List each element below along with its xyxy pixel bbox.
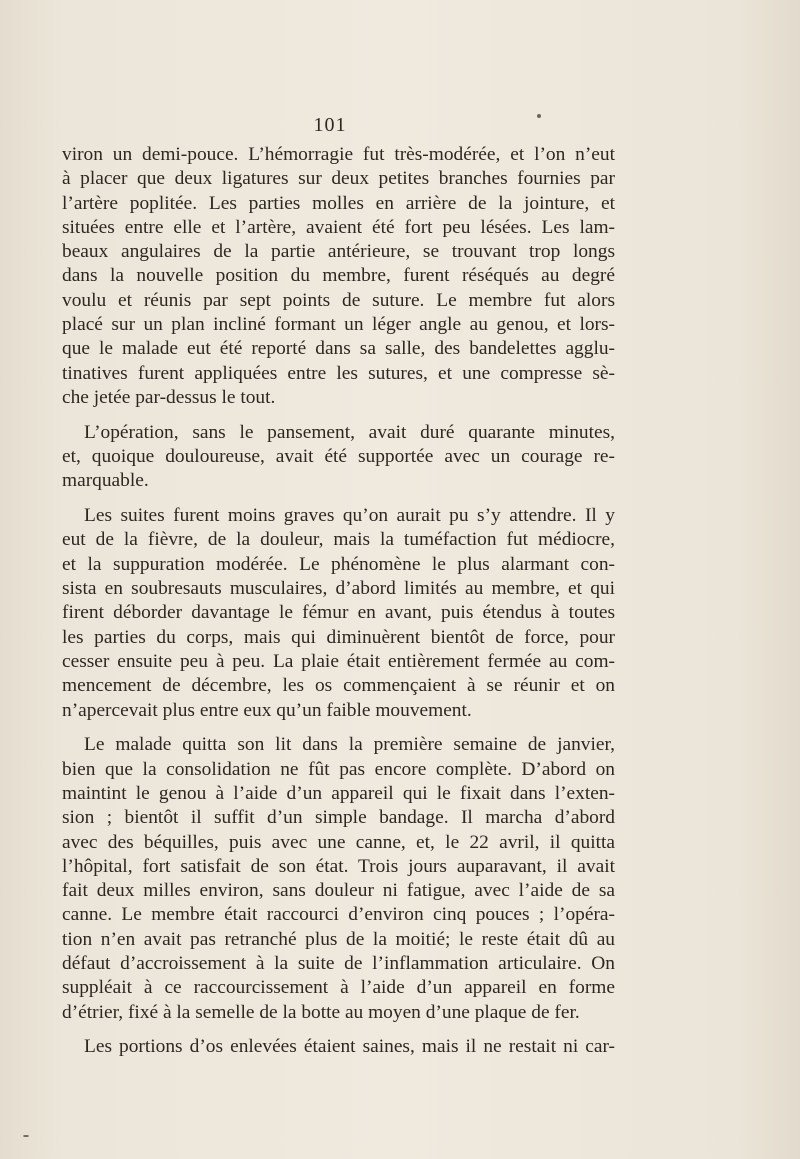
text-line: n’apercevait plus entre eux qu’un faible mouvement.: [62, 699, 472, 721]
text-line: suppléait à ce raccourcissement à l’aide d’un appareil en forme: [62, 977, 615, 999]
text-line: que le malade eut été reporté dans sa salle, des bandelettes agglu-: [62, 338, 615, 360]
text-line: fait deux milles environ, sans douleur ni fatigue, avec l’aide de sa: [62, 880, 615, 902]
text-line: firent déborder davantage le fémur en avant, puis étendus à toutes: [62, 602, 615, 624]
text-line: situées entre elle et l’artère, avaient été fort peu lésées. Les lam-: [62, 216, 615, 238]
text-line: voulu et réunis par sept points de suture. Le membre fut alors: [62, 289, 615, 311]
text-line: L’opération, sans le pansement, avait duré quarante minutes,: [84, 421, 615, 443]
text-line: tinatives furent appliquées entre les sutures, et une compresse sè-: [62, 362, 615, 384]
ink-speck: [23, 1135, 29, 1137]
paragraph: [62, 143, 615, 410]
text-line: sista en soubresauts musculaires, d’abord limités au membre, et qui: [62, 578, 615, 600]
text-line: marquable.: [62, 470, 149, 492]
text-line: Les portions d’os enlevées étaient saines, mais il ne restait ni car-: [84, 1036, 615, 1058]
text-line: dans la nouvelle position du membre, furent réséqués au degré: [62, 265, 615, 287]
text-line: avec des béquilles, puis avec une canne, et, le 22 avril, il quitta: [62, 831, 615, 853]
text-line: à placer que deux ligatures sur deux petites branches fournies par: [62, 168, 615, 190]
text-line: Les suites furent moins graves qu’on aurait pu s’y attendre. Il y: [84, 505, 615, 527]
text-line: et la suppuration modérée. Le phénomène le plus alarmant con-: [62, 553, 615, 575]
page-number: 101: [313, 114, 347, 136]
text-line: mencement de décembre, les os commençaient à se réunir et on: [62, 675, 615, 697]
text-line: Le malade quitta son lit dans la première semaine de janvier,: [84, 734, 615, 756]
text-line: défaut d’accroissement à la suite de l’inflammation articulaire. On: [62, 953, 615, 974]
paragraph: [62, 733, 615, 1025]
text-line: maintint le genou à l’aide d’un appareil qui le fixait dans l’exten-: [62, 782, 615, 804]
text-line: canne. Le membre était raccourci d’environ cinq pouces ; l’opéra-: [62, 904, 615, 926]
paragraph: [62, 421, 615, 494]
paragraph: [62, 504, 615, 723]
text-line: placé sur un plan incliné formant un léger angle au genou, et lors-: [62, 314, 615, 336]
text-line: cesser ensuite peu à peu. La plaie était entièrement fermée au com-: [62, 650, 615, 672]
text-line: d’étrier, fixé à la semelle de la botte au moyen d’une plaque de fer.: [62, 1001, 580, 1023]
text-line: l’hôpital, fort satisfait de son état. Trois jours auparavant, il avait: [62, 855, 615, 877]
text-line: tion n’en avait pas retranché plus de la moitié; le reste était dû au: [62, 928, 615, 950]
text-line: et, quoique douloureuse, avait été supportée avec un courage re-: [62, 446, 615, 468]
text-line: bien que la consolidation ne fût pas encore complète. D’abord on: [62, 758, 615, 780]
text-line: sion ; bientôt il suffit d’un simple bandage. Il marcha d’abord: [62, 807, 615, 829]
text-line: viron un demi-pouce. L’hémorragie fut très-modérée, et l’on n’eut: [62, 144, 615, 165]
text-line: les parties du corps, mais qui diminuèrent bientôt de force, pour: [62, 626, 615, 648]
text-line: beaux angulaires de la partie antérieure, se trouvant trop longs: [62, 241, 615, 263]
text-line: l’artère poplitée. Les parties molles en arrière de la jointure, et: [62, 192, 615, 214]
text-line: eut de la fièvre, de la douleur, mais la tuméfaction fut médiocre,: [62, 529, 615, 551]
text-line: che jetée par-dessus le tout.: [62, 386, 276, 408]
body-text: [62, 143, 615, 1070]
paragraph: [62, 1035, 615, 1059]
